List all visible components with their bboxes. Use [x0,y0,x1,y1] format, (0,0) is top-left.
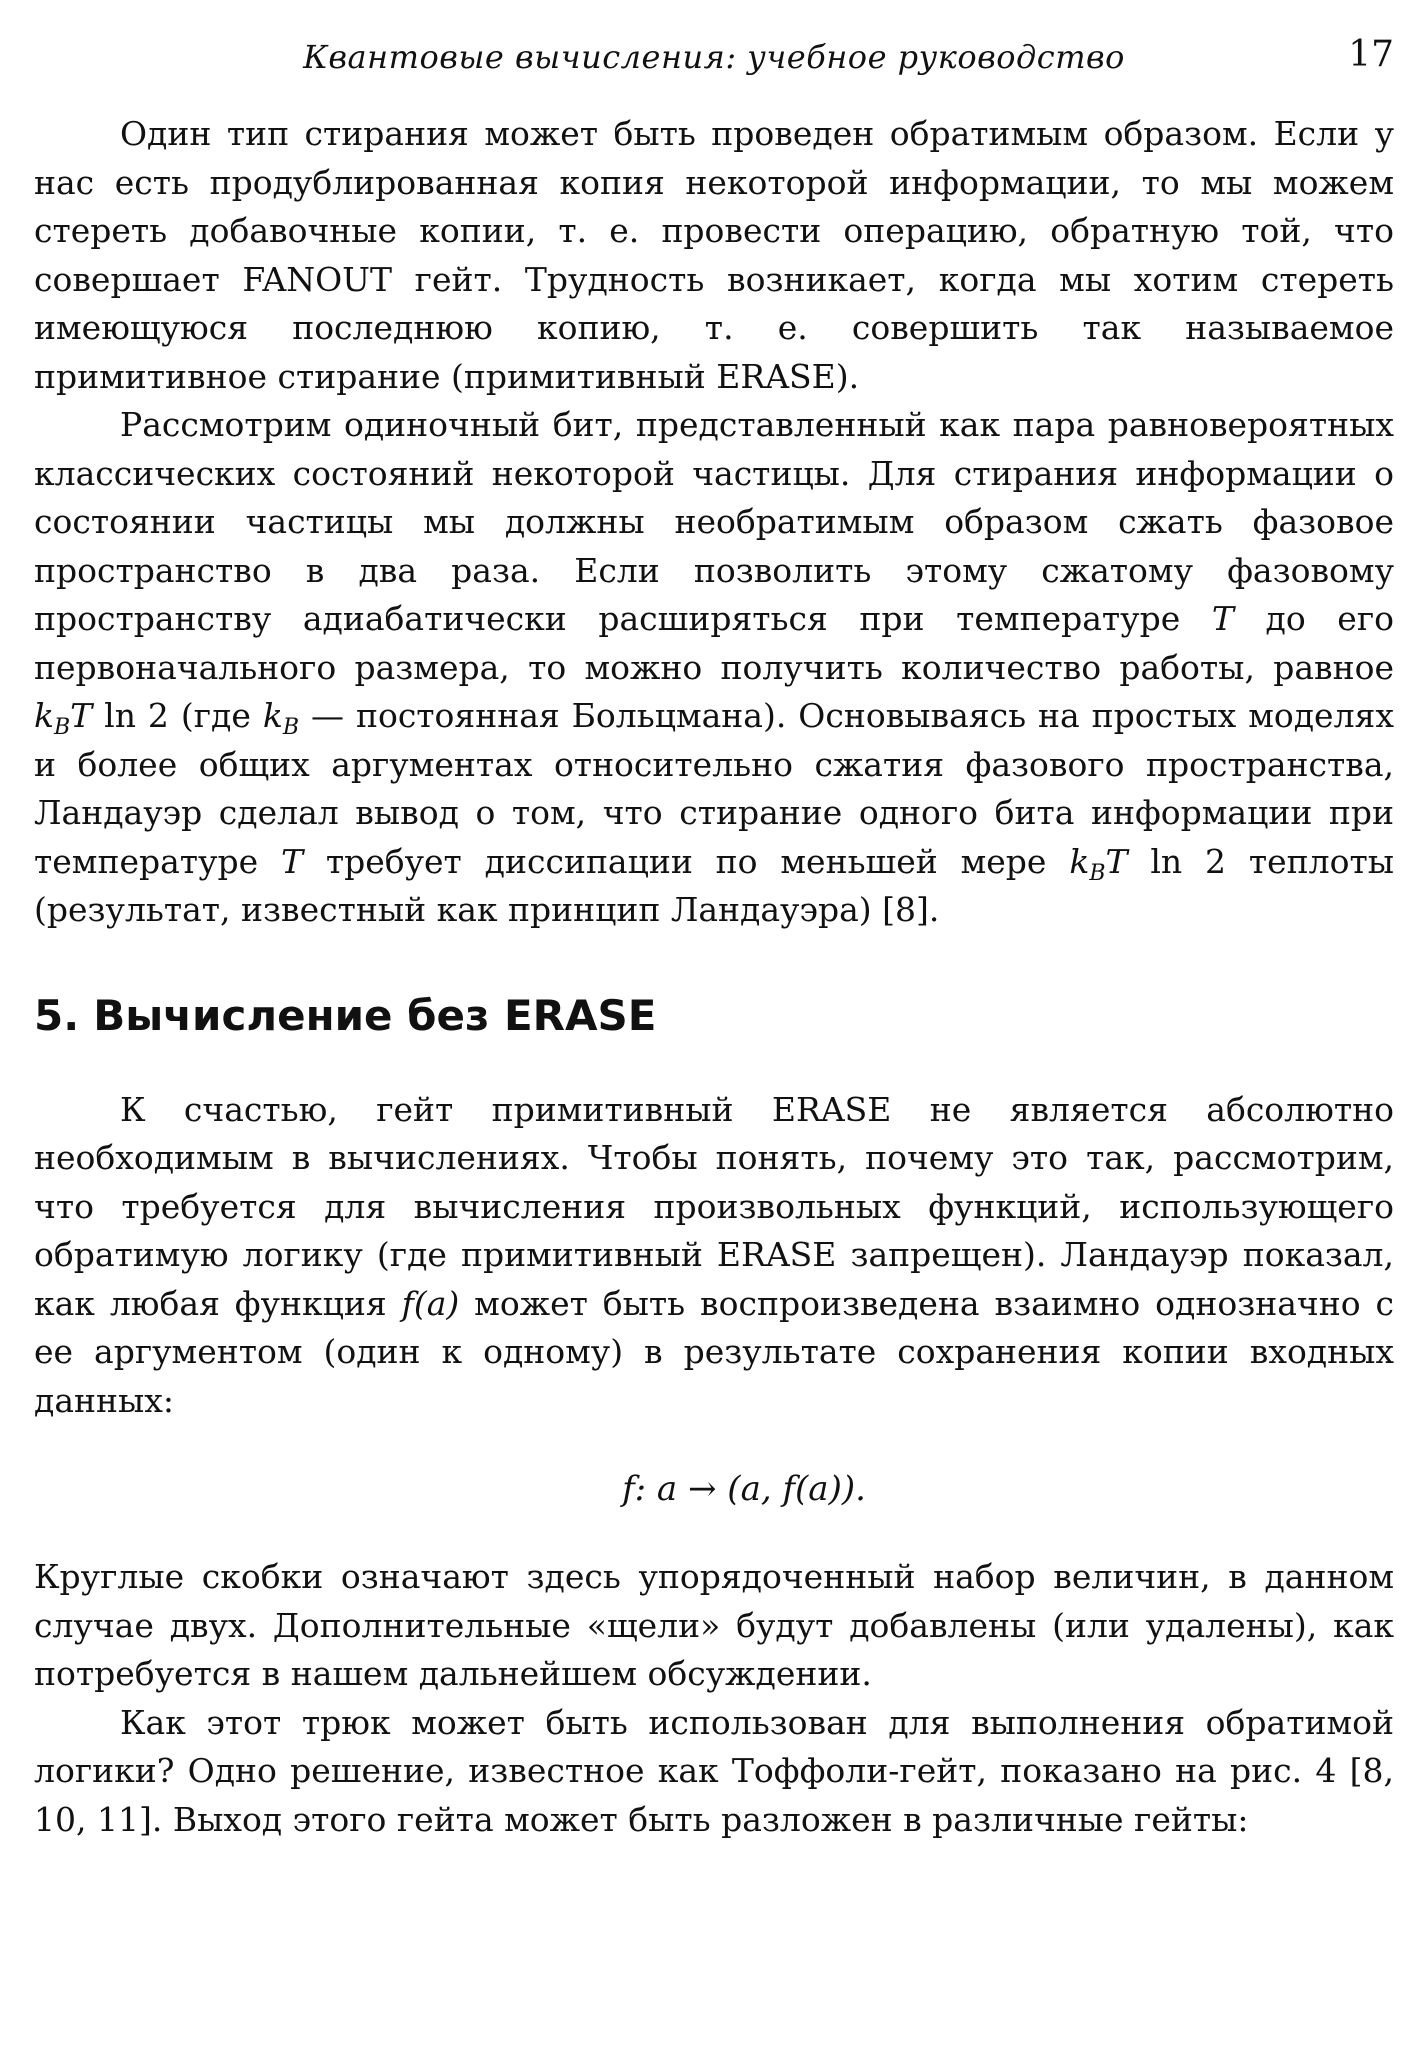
math-k: k [262,696,283,735]
math-ln2: ln 2 [1127,841,1227,881]
section-title: Вычисление без ERASE [93,990,657,1040]
formula-text: f: a → (a, f(a)). [622,1469,866,1509]
text-run: — постоянная Больцмана). Основываясь на простых моделях и более общих аргументах относительно сжатия фазового пространства, Ландауэр сделал вывод о том, что стирание одного бита информации при температуре [34,696,1394,881]
math-ln2: ln 2 [92,696,169,735]
text-run: К счастью, гейт примитивный ERASE не является абсолютно необходимым в вычислениях. Чтобы понять, почему это так, рассмотрим, что требуется для вычисления произвольных функций, использующего обратимую логику (где примитивный ERASE запрещен). Ландауэр показал, как любая функция [34,1089,1394,1323]
math-T: T [1211,599,1234,638]
text-run: (где [168,696,263,735]
paragraph-toffoli-gate: Как этот трюк может быть использован для выполнения обратимой логики? Одно решение, известное как Тоффоли-гейт, показано на рис. 4 [8, 10, 11]. Выход этого гейта может быть разложен в различные гейты: [34,1702,1394,1839]
math-f-of-a: f(a) [401,1283,460,1323]
math-T: T [280,841,303,881]
math-k: k [34,696,54,735]
math-T: T [70,696,93,735]
math-subscript-B: B [282,715,300,740]
running-title: Квантовые вычисления: учебное руководство [303,38,1125,76]
math-T: T [1105,841,1128,881]
display-formula [34,1465,1394,1513]
text-run: до его первоначального размера, то можно получить количество работы, равное [34,599,1394,687]
paragraph-parentheses: Круглые скобки означают здесь упорядоченный набор величин, в данном случае двух. Дополнительные «щели» будут добавлены (или удалены), как потребуется в нашем дальнейшем обсуждении. [34,1557,1394,1693]
text-run: теплоты (результат, известный как принцип Ландауэра) [8]. [34,841,1395,929]
math-k: k [1069,841,1090,881]
section-heading [34,988,1394,1044]
text-run: Рассмотрим одиночный бит, представленный как пара равновероятных классических состояний некоторой частицы. Для стирания информации о состоянии частицы мы должны необратимым образом сжать фазовое пространство в два раза. Если позволить этому сжатому фазовому пространству адиабатически расширяться при температуре [34,405,1394,638]
math-subscript-B: B [54,715,71,740]
document-page [34,0,1394,1844]
math-subscript-B: B [1089,860,1106,886]
paragraph-landauer-principle [34,401,1394,935]
running-header [34,0,1394,110]
section-number: 5. [34,990,80,1040]
paragraph-reversible-logic [34,1086,1394,1426]
paragraph-reversible-erase: Один тип стирания может быть проведен обратимым образом. Если у нас есть продублированная копия некоторой информации, то мы можем стереть добавочные копии, т. е. провести операцию, обратную той, что совершает FANOUT гейт. Трудность возникает, когда мы хотим стереть имеющуюся последнюю копию, т. е. совершить так называемое примитивное стирание (примитивный ERASE). [34,114,1394,396]
text-run: требует диссипации по меньшей мере [302,841,1070,881]
page-number: 17 [1348,34,1394,75]
text-run: может быть воспроизведена взаимно однозначно с ее аргументом (один к одному) в результате сохранения копии входных данных: [34,1283,1394,1420]
